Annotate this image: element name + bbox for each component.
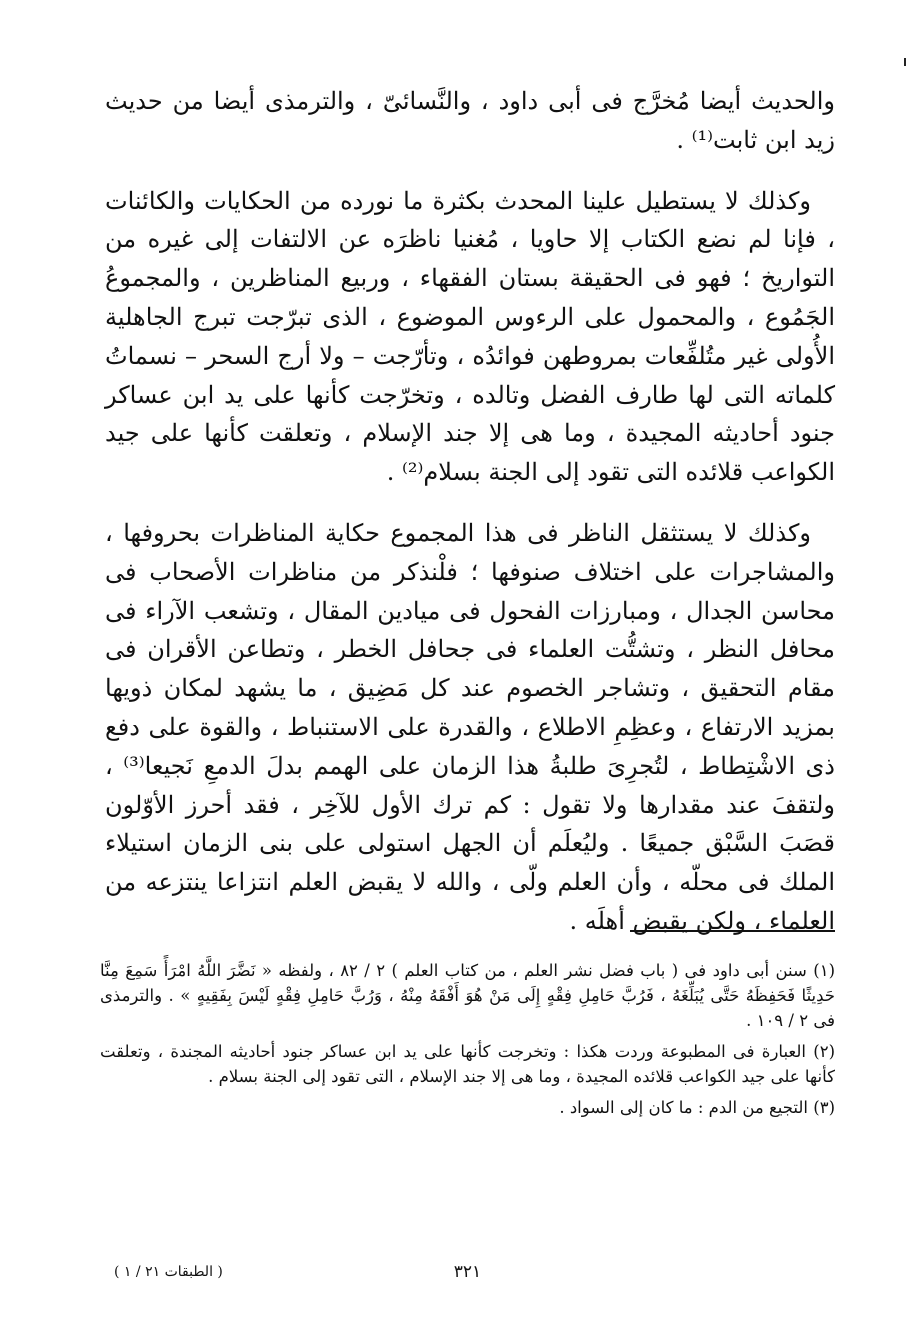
page-number: ٣٢١ <box>453 1262 482 1282</box>
signature-mark: ( الطبقات ٢١ / ١ ) <box>114 1264 223 1280</box>
paragraph-1: والحديث أيضا مُخرَّج فى أبى داود ، والنَّسائىّ ، والترمذى أيضا من حديث زيد ابن ثابت⁽¹⁾ . <box>105 87 835 154</box>
footnotes <box>100 958 835 1126</box>
footnote-2: (٢) العبارة فى المطبوعة وردت هكذا : وتخرجت كأنها على يد ابن عساكر جنود أحاديثه المجندة ، وتعلقت كأنها على جيد الكواعب قلائده المجيدة ، وما هى إلا جند الإسلام ، التى تقود إلى الجنة بسلام . <box>100 1042 835 1086</box>
page-footer <box>100 1262 835 1292</box>
page-edge-mark <box>904 58 906 66</box>
paragraph-3: وكذلك لا يستثقل الناظر فى هذا المجموع حكاية المناظرات بحروفها ، والمشاجرات على اختلاف صنوفها ؛ فلْنذكر من مناظرات الأصحاب فى محاسن الجدال ، ومبارزات الفحول فى ميادين المقال ، وتشعب الآراء فى محافل النظر ، وتشتُّت العلماء فى جحافل الخطر ، وتطاعن الأقران فى مقام التحقيق ، وتشاجر الخصوم عند كل مَضِيق ، ما يشهد لمكان ذويها بمزيد الارتفاع ، وعظِمِ الاطلاع ، والقدرة على الاستنباط ، والقوة على دفع ذى الاشْتِطاط ، لتُجرِىَ طلبةُ هذا الزمان على الهمم بدلَ الدمعِ نَجيعا⁽³⁾ ، ولتقفَ عند مقدارها ولا تقول : كم ترك الأول للآخِر ، فقد أحرز الأوّلون قصَبَ السَّبْق جميعًا . وليُعلَم أن الجهل استولى على بنى الزمان استيلاء الملك فى محلّه ، وأن العلم ولّى ، والله لا يقبض العلم انتزاعا ينتزعه من العلماء ، ولكن يقبض أهلَه . <box>105 518 835 935</box>
footnote-1: (١) سنن أبى داود فى ( باب فضل نشر العلم ، من كتاب العلم ) ٢ / ٨٢ ، ولفظه « نَضَّرَ اللَّهُ امْرَأً سَمِعَ مِنَّا حَدِيثًا فَحَفِظَهُ حَتَّى يُبَلِّغَهُ ، فَرُبَّ حَامِلِ فِقْهٍ إِلَى مَنْ هُوَ أَفْقَهُ مِنْهُ ، وَرُبَّ حَامِلِ فِقْهٍ لَيْسَ بِفَقِيهٍ » . والترمذى فى ٢ / ١٠٩ . <box>100 961 835 1030</box>
main-text <box>105 82 835 963</box>
footnote-3: (٣) التجيع من الدم : ما كان إلى السواد . <box>559 1098 835 1117</box>
paragraph-2: وكذلك لا يستطيل علينا المحدث بكثرة ما نورده من الحكايات والكائنات ، فإنا لم نضع الكتاب إلا حاويا ، مُغنيا ناظرَه عن الالتفات إلى غيره من التواريخ ؛ فهو فى الحقيقة بستان الفقهاء ، وربيع المناظرين ، والمجموعُ الجَمُوع ، والمحمول على الرءوس الموضوع ، الذى تبرّجت تبرج الجاهلية الأُولى غير متُلفِّعات بمروطهن فوائدُه ، وتأرّجت – ولا أرج السحر – نسماتُ كلماته التى لها طارف الفضل وتالده ، وتخرّجت كأنها على يد ابن عساكر جنود أحاديثه المجيدة ، وما هى إلا جند الإسلام ، وتعلقت كأنها على جيد الكواعب قلائده التى تقود إلى الجنة بسلام⁽²⁾ . <box>105 186 835 487</box>
footnote-separator <box>630 930 835 932</box>
